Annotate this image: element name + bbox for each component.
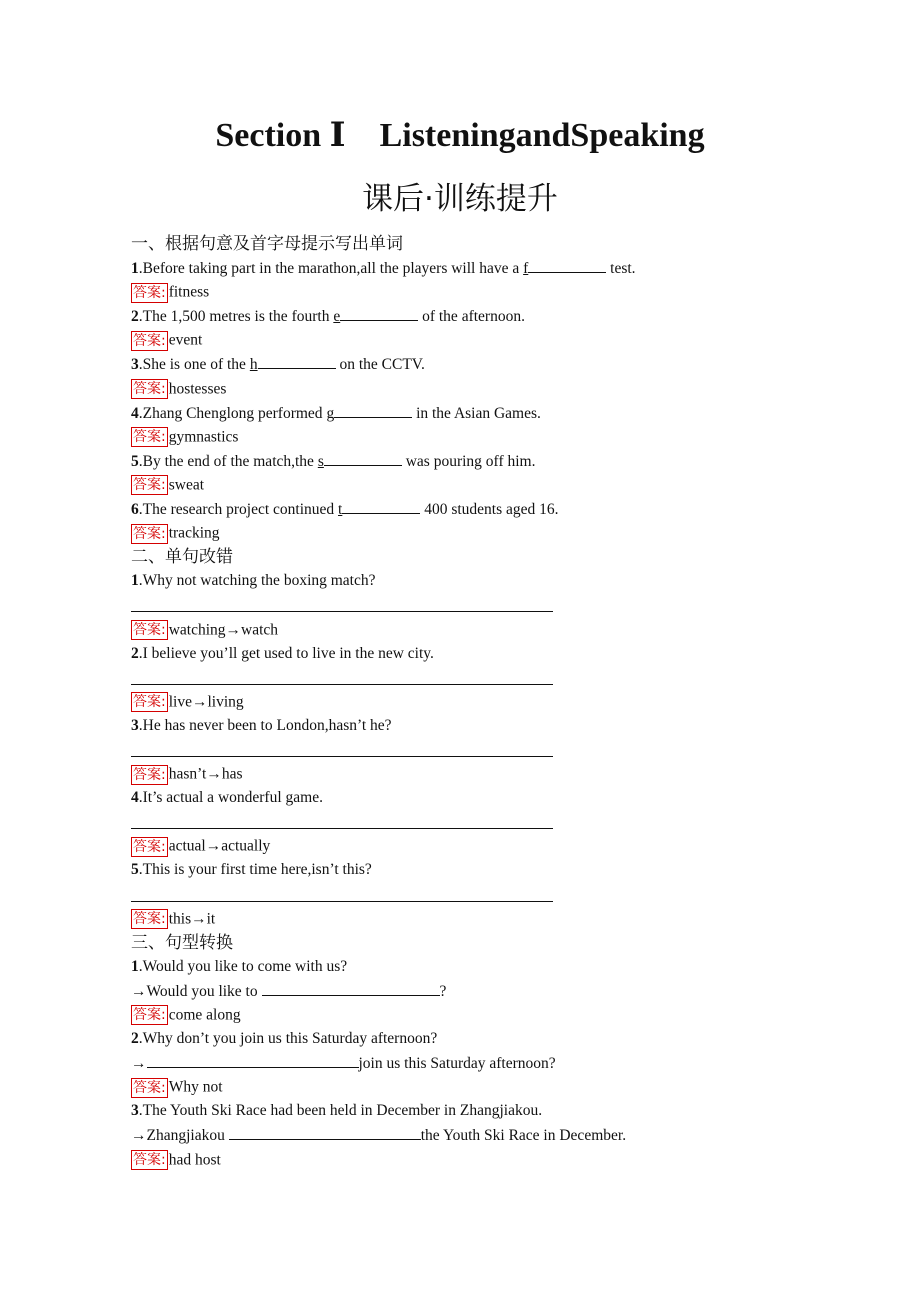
rewrite-text: →Zhangjiakou xyxy=(131,1127,229,1145)
answer-line-row xyxy=(131,738,831,762)
question-number: 1 xyxy=(131,957,139,975)
question-text: .She is one of the xyxy=(138,356,250,374)
question-text: .The 1,500 metres is the fourth xyxy=(138,308,334,326)
answer-label: 答案: xyxy=(133,525,166,542)
question-text: was pouring off him. xyxy=(401,452,536,470)
question-number: 1 xyxy=(131,260,139,278)
rewrite-text: the Youth Ski Race in December. xyxy=(420,1127,627,1145)
answer-row xyxy=(131,834,831,858)
question-text: 400 students aged 16. xyxy=(420,501,559,519)
answer-blank[interactable] xyxy=(334,401,412,418)
answer-row xyxy=(131,328,831,352)
answer-blank[interactable] xyxy=(258,352,336,369)
section-heading: 三、句型转换 xyxy=(131,932,233,953)
rewrite-row xyxy=(131,1051,831,1075)
answer-label: 答案: xyxy=(133,838,166,855)
answer-text: had host xyxy=(168,1151,221,1168)
question-text: .Why not watching the boxing match? xyxy=(138,572,376,590)
answer-text: hostesses xyxy=(168,380,227,397)
question-number: 2 xyxy=(131,644,139,662)
answer-label: 答案: xyxy=(133,477,166,494)
answer-label: 答案: xyxy=(133,621,166,638)
section-heading: 二、单句改错 xyxy=(131,547,233,568)
rewrite-text: → xyxy=(131,1055,147,1073)
answer-text: come along xyxy=(168,1006,241,1024)
question-text: in the Asian Games. xyxy=(412,404,541,422)
question-number: 3 xyxy=(131,716,139,734)
answer-blank[interactable] xyxy=(342,497,420,514)
answer-text: fitness xyxy=(168,283,210,301)
question xyxy=(131,786,831,810)
exercise-content xyxy=(131,232,831,1172)
question-number: 4 xyxy=(131,404,139,422)
question xyxy=(131,401,831,425)
answer-row xyxy=(131,618,831,642)
initial-letter: h xyxy=(249,356,258,374)
answer-blank[interactable] xyxy=(340,304,418,321)
answer-blank[interactable] xyxy=(229,1123,421,1140)
answer-label: 答案: xyxy=(133,429,166,446)
question xyxy=(131,955,831,979)
answer-row xyxy=(131,1148,831,1172)
answer-text: sweat xyxy=(168,476,205,494)
answer-blank[interactable] xyxy=(324,449,402,466)
answer-line[interactable] xyxy=(131,593,553,612)
question-text: .This is your first time here,isn’t this? xyxy=(138,861,372,879)
question-number: 2 xyxy=(131,308,139,326)
question-number: 5 xyxy=(131,861,139,879)
question xyxy=(131,304,831,328)
question-text: .The research project continued xyxy=(138,501,339,519)
answer-text: Why not xyxy=(168,1078,223,1096)
answer-label: 答案: xyxy=(133,911,166,928)
answer-blank[interactable] xyxy=(147,1051,359,1068)
question-number: 6 xyxy=(131,501,139,519)
question-text: .Why don’t you join us this Saturday afternoon? xyxy=(138,1030,438,1048)
question-text: .The Youth Ski Race had been held in December in Zhangjiakou. xyxy=(138,1102,543,1120)
answer-line-row xyxy=(131,666,831,690)
section-heading: 一、根据句意及首字母提示写出单词 xyxy=(131,234,403,254)
answer-row xyxy=(131,762,831,786)
initial-letter: g xyxy=(326,404,335,422)
answer-line[interactable] xyxy=(131,883,553,902)
answer-row xyxy=(131,377,831,401)
answer-line-row xyxy=(131,883,831,907)
answer-row xyxy=(131,473,831,497)
answer-row xyxy=(131,690,831,714)
question-number: 4 xyxy=(131,789,139,807)
answer-line[interactable] xyxy=(131,810,553,829)
question xyxy=(131,256,831,280)
answer-label: 答案: xyxy=(133,284,166,301)
answer-row xyxy=(131,521,831,545)
page-title: Section Ⅰ ListeningandSpeaking xyxy=(215,117,705,154)
answer-blank[interactable] xyxy=(262,979,440,996)
question-text: .It’s actual a wonderful game. xyxy=(138,789,323,807)
answer-row xyxy=(131,1003,831,1027)
answer-row xyxy=(131,280,831,304)
question-number: 3 xyxy=(131,356,139,374)
answer-text: hasn’t→has xyxy=(168,765,243,783)
answer-line-row xyxy=(131,810,831,834)
rewrite-text: join us this Saturday afternoon? xyxy=(358,1055,556,1073)
question-number: 5 xyxy=(131,452,139,470)
question-number: 2 xyxy=(131,1030,139,1048)
question-text: of the afternoon. xyxy=(418,308,525,326)
answer-text: event xyxy=(168,331,203,349)
answer-label: 答案: xyxy=(133,381,166,397)
initial-letter: t xyxy=(338,501,343,519)
answer-line-row xyxy=(131,593,831,617)
question xyxy=(131,569,831,593)
question xyxy=(131,858,831,882)
question xyxy=(131,1099,831,1123)
question xyxy=(131,352,831,376)
rewrite-row xyxy=(131,1123,831,1147)
question-number: 3 xyxy=(131,1102,139,1120)
answer-text: this→it xyxy=(168,910,216,928)
answer-label: 答案: xyxy=(133,766,166,783)
question-text: .Before taking part in the marathon,all the players will have a xyxy=(138,260,524,278)
initial-letter: s xyxy=(317,452,324,470)
question-text: .By the end of the match,the xyxy=(138,452,318,470)
rewrite-text: ? xyxy=(439,982,447,1000)
question xyxy=(131,497,831,521)
question-text: .I believe you’ll get used to live in the new city. xyxy=(138,644,434,662)
question xyxy=(131,449,831,473)
question-text: test. xyxy=(606,260,636,278)
question xyxy=(131,642,831,666)
answer-row xyxy=(131,907,831,931)
initial-letter: f xyxy=(523,260,529,278)
answer-line[interactable] xyxy=(131,666,553,685)
answer-label: 答案: xyxy=(133,1007,166,1024)
answer-label: 答案: xyxy=(133,1152,166,1168)
initial-letter: e xyxy=(333,308,341,326)
answer-blank[interactable] xyxy=(528,256,606,273)
answer-line[interactable] xyxy=(131,738,553,757)
answer-text: watching→watch xyxy=(168,620,279,638)
answer-text: tracking xyxy=(168,524,220,542)
answer-text: gymnastics xyxy=(168,428,239,446)
answer-label: 答案: xyxy=(133,1079,166,1096)
answer-label: 答案: xyxy=(133,694,166,711)
question-text: .Would you like to come with us? xyxy=(138,957,348,975)
question-text: .Zhang Chenglong performed xyxy=(138,404,327,422)
page-subtitle: 课后·训练提升 xyxy=(362,181,558,217)
question-text: on the CCTV. xyxy=(335,356,425,374)
answer-label: 答案: xyxy=(133,332,166,349)
answer-row xyxy=(131,425,831,449)
answer-text: actual→actually xyxy=(168,837,271,855)
question xyxy=(131,714,831,738)
answer-text: live→living xyxy=(168,693,244,711)
question xyxy=(131,1027,831,1051)
rewrite-row xyxy=(131,979,831,1003)
question-text: .He has never been to London,hasn’t he? xyxy=(138,716,392,734)
rewrite-text: →Would you like to xyxy=(131,982,262,1000)
question-number: 1 xyxy=(131,572,139,590)
answer-row xyxy=(131,1075,831,1099)
